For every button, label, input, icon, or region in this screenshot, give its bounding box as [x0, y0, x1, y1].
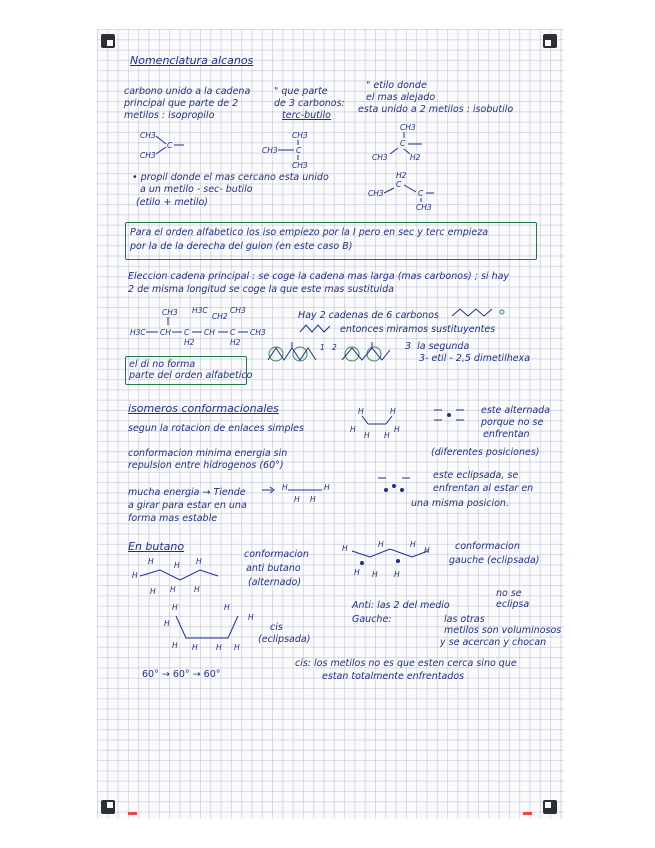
corner-marker-icon [101, 800, 115, 814]
note-line: principal que parte de 2 [124, 98, 239, 109]
atom-label: H [310, 495, 316, 504]
atom-label: H [148, 557, 154, 566]
zigzag-chain-icon [300, 322, 335, 336]
atom-label: H [216, 643, 222, 652]
chem-label: CH2 [212, 312, 228, 321]
note-line: a girar para estar en una [128, 500, 247, 511]
note-line: y se acercan y chocan [440, 637, 547, 648]
note-line: anti butano [246, 563, 301, 574]
zigzag-chain-icon [452, 306, 512, 320]
note-line: carbono unido a la cadena [124, 86, 251, 97]
ethane-eclipsed-structure [262, 478, 357, 508]
chem-label: C [296, 146, 302, 155]
note-line: conformacion [455, 541, 520, 552]
atom-label: H [390, 407, 396, 416]
note-line: " que parte [274, 86, 328, 97]
note-line: por la de la derecha del guion (en este caso B) [130, 241, 353, 252]
atom-label: H [196, 557, 202, 566]
chem-label: H3C [192, 306, 208, 315]
butane-gauche-structure [342, 539, 437, 583]
atom-label: H [132, 571, 138, 580]
note-line: porque no se [481, 417, 544, 428]
note-line: conformacion minima energia sin [128, 448, 288, 459]
chem-label: H3C [130, 328, 146, 337]
atom-label: H [372, 570, 378, 579]
chem-label: CH3 [140, 151, 156, 160]
atom-label: H [294, 495, 300, 504]
note-line: metilos : isopropilo [124, 110, 215, 121]
note-line: una misma posicion. [411, 498, 509, 509]
iupac-name: 3- etil - 2,5 dimetilhexa [419, 353, 531, 364]
chem-label: CH3 [292, 161, 308, 170]
note-line: forma mas estable [128, 513, 218, 524]
chem-label: C [230, 328, 236, 337]
chem-label: CH3 [162, 308, 178, 317]
skeletal-structure-2 [332, 340, 400, 370]
atom-label: H [394, 425, 400, 434]
atom-label: H [224, 603, 230, 612]
note-line: cis [270, 622, 283, 633]
note-line: Para el orden alfabetico los iso empiezo por la I pero en sec y terc empieza [130, 227, 489, 238]
note-line: enfrentan al estar en [433, 483, 534, 494]
atom-label: H [150, 587, 156, 596]
note-line: entonces miramos sustituyentes [340, 324, 496, 335]
note-line: terc-butilo [282, 110, 331, 121]
atom-label: H [358, 407, 364, 416]
step-label: 2 [332, 343, 337, 352]
section-title: En butano [128, 540, 185, 553]
note-line: (etilo + metilo) [136, 197, 208, 208]
chem-label: CH3 [292, 131, 308, 140]
isopropyl-structure [140, 128, 200, 163]
atom-label: H [354, 568, 360, 577]
red-mark [523, 812, 532, 815]
isobutyl-structure [370, 122, 440, 167]
chem-label: CH3 [368, 189, 384, 198]
atom-label: H [364, 431, 370, 440]
red-mark [128, 812, 137, 815]
note-line: las otras [444, 614, 485, 625]
atom-label: H [234, 643, 240, 652]
atom-label: H [324, 483, 330, 492]
atom-label: H [384, 431, 390, 440]
branched-alkane-structure [130, 305, 280, 355]
newman-staggered-icon [432, 406, 472, 431]
section-title: isomeros conformacionales [128, 402, 279, 415]
note-line: esta unido a 2 metilos : isobutilo [358, 104, 514, 115]
note-line: (alternado) [248, 577, 302, 588]
chem-label: CH3 [250, 328, 266, 337]
note-line: segun la rotacion de enlaces simples [128, 423, 304, 434]
step-label: 1 [320, 343, 325, 352]
note-line: estan totalmente enfrentados [322, 671, 465, 682]
chem-label: CH3 [372, 153, 388, 162]
note-line: cis: los metilos no es que esten cerca sino que [295, 658, 517, 669]
atom-label: H [282, 483, 288, 492]
atom-label: H [172, 641, 178, 650]
note-line: gauche (eclipsada) [449, 555, 540, 566]
ethane-staggered-structure [350, 406, 420, 446]
atom-label: H [194, 585, 200, 594]
chem-label: H2 [230, 338, 241, 347]
note-line: parte del orden alfabetico [129, 370, 253, 381]
atom-label: H [174, 561, 180, 570]
note-line: no se [496, 588, 522, 599]
note-line: de 3 carbonos: [274, 98, 345, 109]
atom-label: H [424, 546, 430, 555]
corner-marker-icon [101, 34, 115, 48]
note-line: repulsion entre hidrogenos (60°) [128, 460, 284, 471]
atom-label: H [192, 643, 198, 652]
chem-label: CH3 [230, 306, 246, 315]
note-line: mucha energia → Tiende [128, 487, 246, 498]
atom-label: H [170, 585, 176, 594]
chem-label: CH3 [400, 123, 416, 132]
corner-marker-icon [543, 800, 557, 814]
note-line: Gauche: [352, 614, 392, 625]
atom-label: H [378, 540, 384, 549]
chem-label: CH [204, 328, 215, 337]
note-line: el di no forma [129, 359, 196, 370]
atom-label: H [248, 613, 254, 622]
atom-label: H [164, 619, 170, 628]
note-line: Hay 2 cadenas de 6 carbonos [298, 310, 439, 321]
note-line: este eclipsada, se [433, 470, 519, 481]
note-line: " etilo donde [366, 80, 427, 91]
note-line: 3 la segunda [405, 341, 470, 352]
sec-butyl-structure [368, 170, 448, 215]
tert-butyl-structure [262, 128, 322, 173]
note-line: • propil donde el mas cercano esta unido [132, 172, 329, 183]
atom-label: H [342, 544, 348, 553]
atom-label: H [394, 570, 400, 579]
note-line: Eleccion cadena principal : se coge la cadena mas larga (mas carbonos) ; si hay [128, 271, 510, 282]
chem-label: C [418, 189, 424, 198]
chem-label: CH3 [416, 203, 432, 212]
note-line: (eclipsada) [258, 634, 311, 645]
chem-label: C [184, 328, 190, 337]
corner-marker-icon [543, 34, 557, 48]
chem-label: CH [160, 328, 171, 337]
chem-label: CH3 [140, 131, 156, 140]
page-title: Nomenclatura alcanos [130, 54, 254, 67]
butane-cis-structure [162, 602, 262, 657]
note-line: conformacion [244, 549, 309, 560]
chem-label: C [400, 139, 406, 148]
note-line: Anti: las 2 del medio [352, 600, 450, 611]
note-line: el mas alejado [366, 92, 436, 103]
note-line: a un metilo - sec- butilo [140, 184, 253, 195]
atom-label: H [350, 425, 356, 434]
atom-label: H [172, 603, 178, 612]
chem-label: H2 [396, 171, 407, 180]
angle-sequence: 60° → 60° → 60° [142, 669, 221, 680]
note-line: enfrentan [483, 429, 530, 440]
chem-label: C [167, 141, 173, 150]
chem-label: H2 [410, 153, 421, 162]
note-line: (diferentes posiciones) [431, 447, 540, 458]
note-line: eclipsa [496, 599, 530, 610]
note-line: este alternada [481, 405, 551, 416]
note-line: metilos son voluminosos [444, 625, 562, 636]
chem-label: H2 [184, 338, 195, 347]
chem-label: CH3 [262, 146, 278, 155]
note-line: 2 de misma longitud se coge la que este mas sustituida [128, 284, 394, 295]
butane-anti-structure [130, 556, 225, 600]
chem-label: C [396, 180, 402, 189]
atom-label: H [410, 540, 416, 549]
